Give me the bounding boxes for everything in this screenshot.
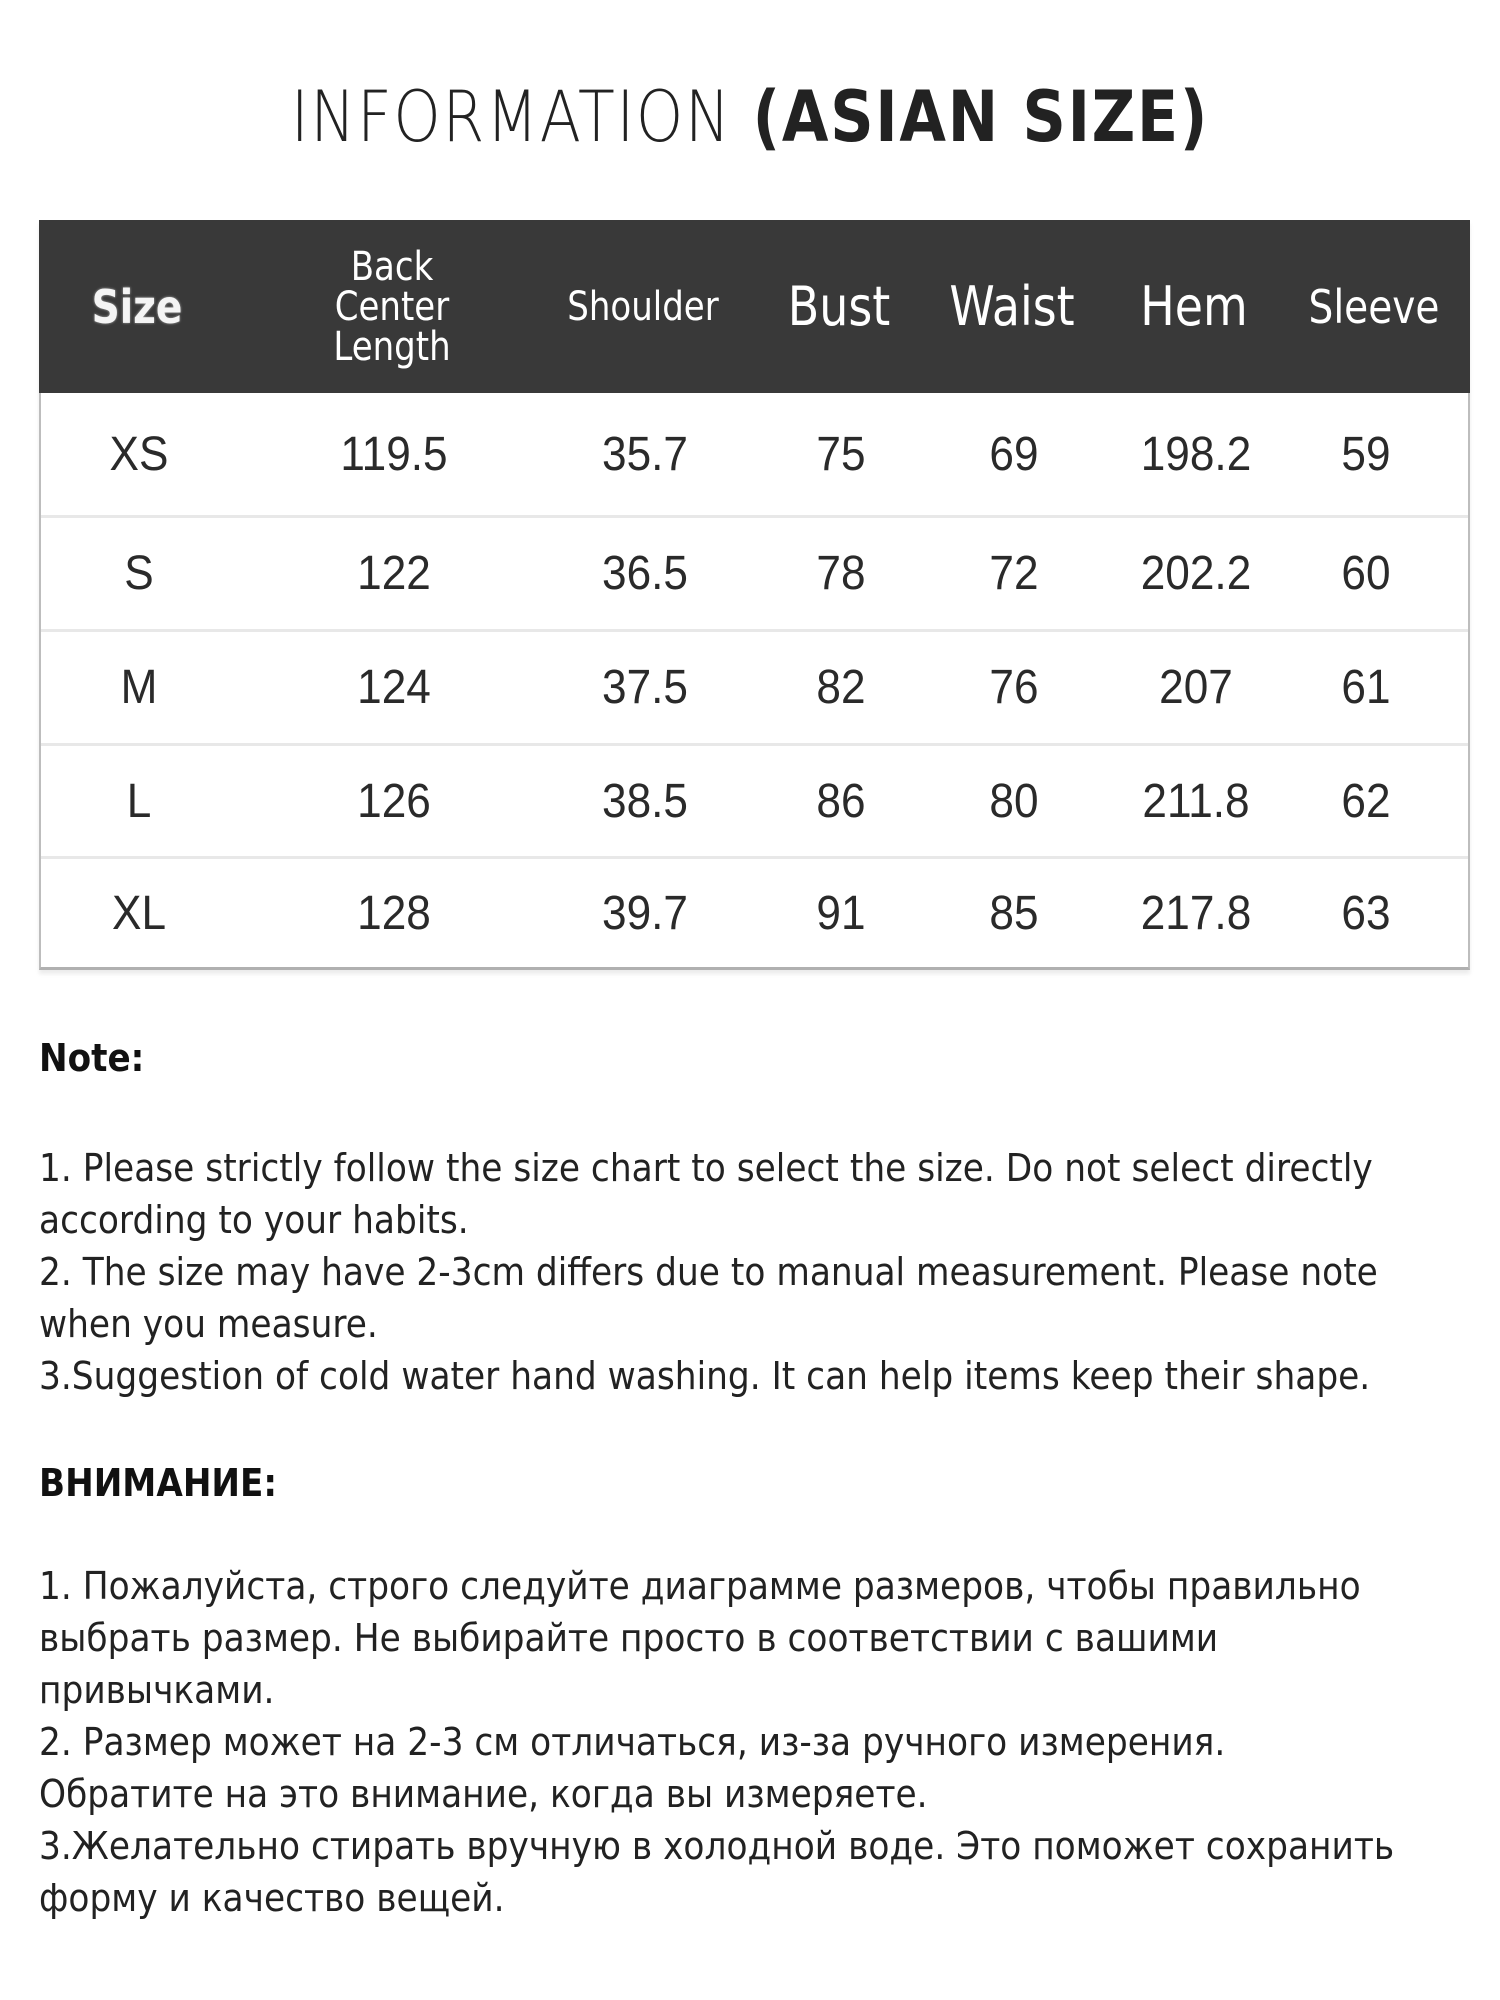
table-row-xl [41, 859, 1468, 967]
cell-sleeve: 61 [1341, 661, 1391, 714]
table-row-xs [41, 393, 1468, 518]
note-ru-line: привычками. [39, 1668, 275, 1712]
note-paragraph [39, 1142, 1378, 1402]
header-back-center-length [307, 220, 477, 393]
cell-hem: 211.8 [1142, 774, 1250, 828]
cell-waist: 76 [989, 661, 1039, 714]
cell-size: XL [111, 886, 167, 940]
cell-sleeve: 59 [1341, 427, 1391, 481]
cell-size: S [124, 547, 154, 600]
header-bcl-line2: Length [333, 323, 451, 370]
cell-bust: 75 [816, 427, 866, 481]
table-row-l [41, 746, 1468, 859]
table-row-m [41, 632, 1468, 746]
cell-size: L [126, 774, 152, 828]
header-waist: Waist [949, 274, 1075, 338]
note-line: according to your habits. [39, 1198, 469, 1242]
note-line: when you measure. [39, 1302, 378, 1346]
cell-waist: 69 [989, 427, 1039, 481]
cell-back-center-length: 128 [357, 886, 431, 940]
table-header [39, 220, 1470, 393]
note-line: 1. Please strictly follow the size chart to select the size. Do not select directly [39, 1146, 1373, 1190]
header-sleeve: Sleeve [1308, 279, 1440, 334]
note-ru-line: форму и качество вещей. [39, 1876, 505, 1920]
cell-size: M [120, 661, 158, 714]
note-ru-line: Обратите на это внимание, когда вы измеряете. [39, 1772, 928, 1816]
cell-sleeve: 62 [1341, 774, 1391, 828]
cell-bust: 91 [816, 886, 866, 940]
cell-bust: 78 [816, 547, 866, 600]
note-ru-line: 2. Размер может на 2-3 см отличаться, из-за ручного измерения. [39, 1720, 1226, 1764]
cell-shoulder: 38.5 [602, 774, 688, 828]
cell-waist: 85 [989, 886, 1039, 940]
cell-shoulder: 39.7 [602, 886, 688, 940]
cell-bust: 86 [816, 774, 866, 828]
note-line: 3.Suggestion of cold water hand washing. It can help items keep their shape. [39, 1354, 1371, 1398]
note-ru-line: 1. Пожалуйста, строго следуйте диаграмме размеров, чтобы правильно [39, 1564, 1361, 1608]
cell-sleeve: 60 [1341, 547, 1391, 600]
cell-back-center-length: 122 [357, 547, 431, 600]
cell-bust: 82 [816, 661, 866, 714]
cell-shoulder: 35.7 [602, 427, 688, 481]
cell-back-center-length: 124 [357, 661, 431, 714]
page-title [105, 72, 1395, 162]
cell-waist: 72 [989, 547, 1039, 600]
cell-back-center-length: 126 [357, 774, 431, 828]
cell-hem: 202.2 [1140, 547, 1252, 600]
header-bcl-line1: Back Center [334, 243, 450, 330]
header-bust: Bust [787, 274, 891, 338]
cell-back-center-length: 119.5 [340, 427, 448, 481]
note-ru-paragraph [39, 1560, 1395, 1924]
note-ru-line: 3.Желательно стирать вручную в холодной воде. Это поможет сохранить [39, 1824, 1395, 1868]
note-ru-line: выбрать размер. Не выбирайте просто в соответствии с вашими [39, 1616, 1219, 1660]
cell-hem: 198.2 [1140, 427, 1252, 481]
note-heading: Note: [39, 1036, 145, 1080]
cell-hem: 207 [1159, 661, 1233, 714]
size-chart-table [39, 220, 1470, 970]
cell-shoulder: 36.5 [602, 547, 688, 600]
cell-size: XS [109, 427, 169, 481]
header-size: Size [91, 279, 183, 334]
header-hem: Hem [1140, 274, 1248, 338]
cell-shoulder: 37.5 [602, 661, 688, 714]
cell-waist: 80 [989, 774, 1039, 828]
title-bold: (ASIAN SIZE) [752, 76, 1210, 158]
cell-hem: 217.8 [1140, 886, 1252, 940]
table-row-s [41, 518, 1468, 632]
note-line: 2. The size may have 2-3cm differs due to manual measurement. Please note [39, 1250, 1378, 1294]
cell-sleeve: 63 [1341, 886, 1391, 940]
header-shoulder: Shoulder [567, 283, 719, 330]
note-ru-heading: ВНИМАНИЕ: [39, 1461, 278, 1505]
title-light: INFORMATION [290, 76, 732, 158]
